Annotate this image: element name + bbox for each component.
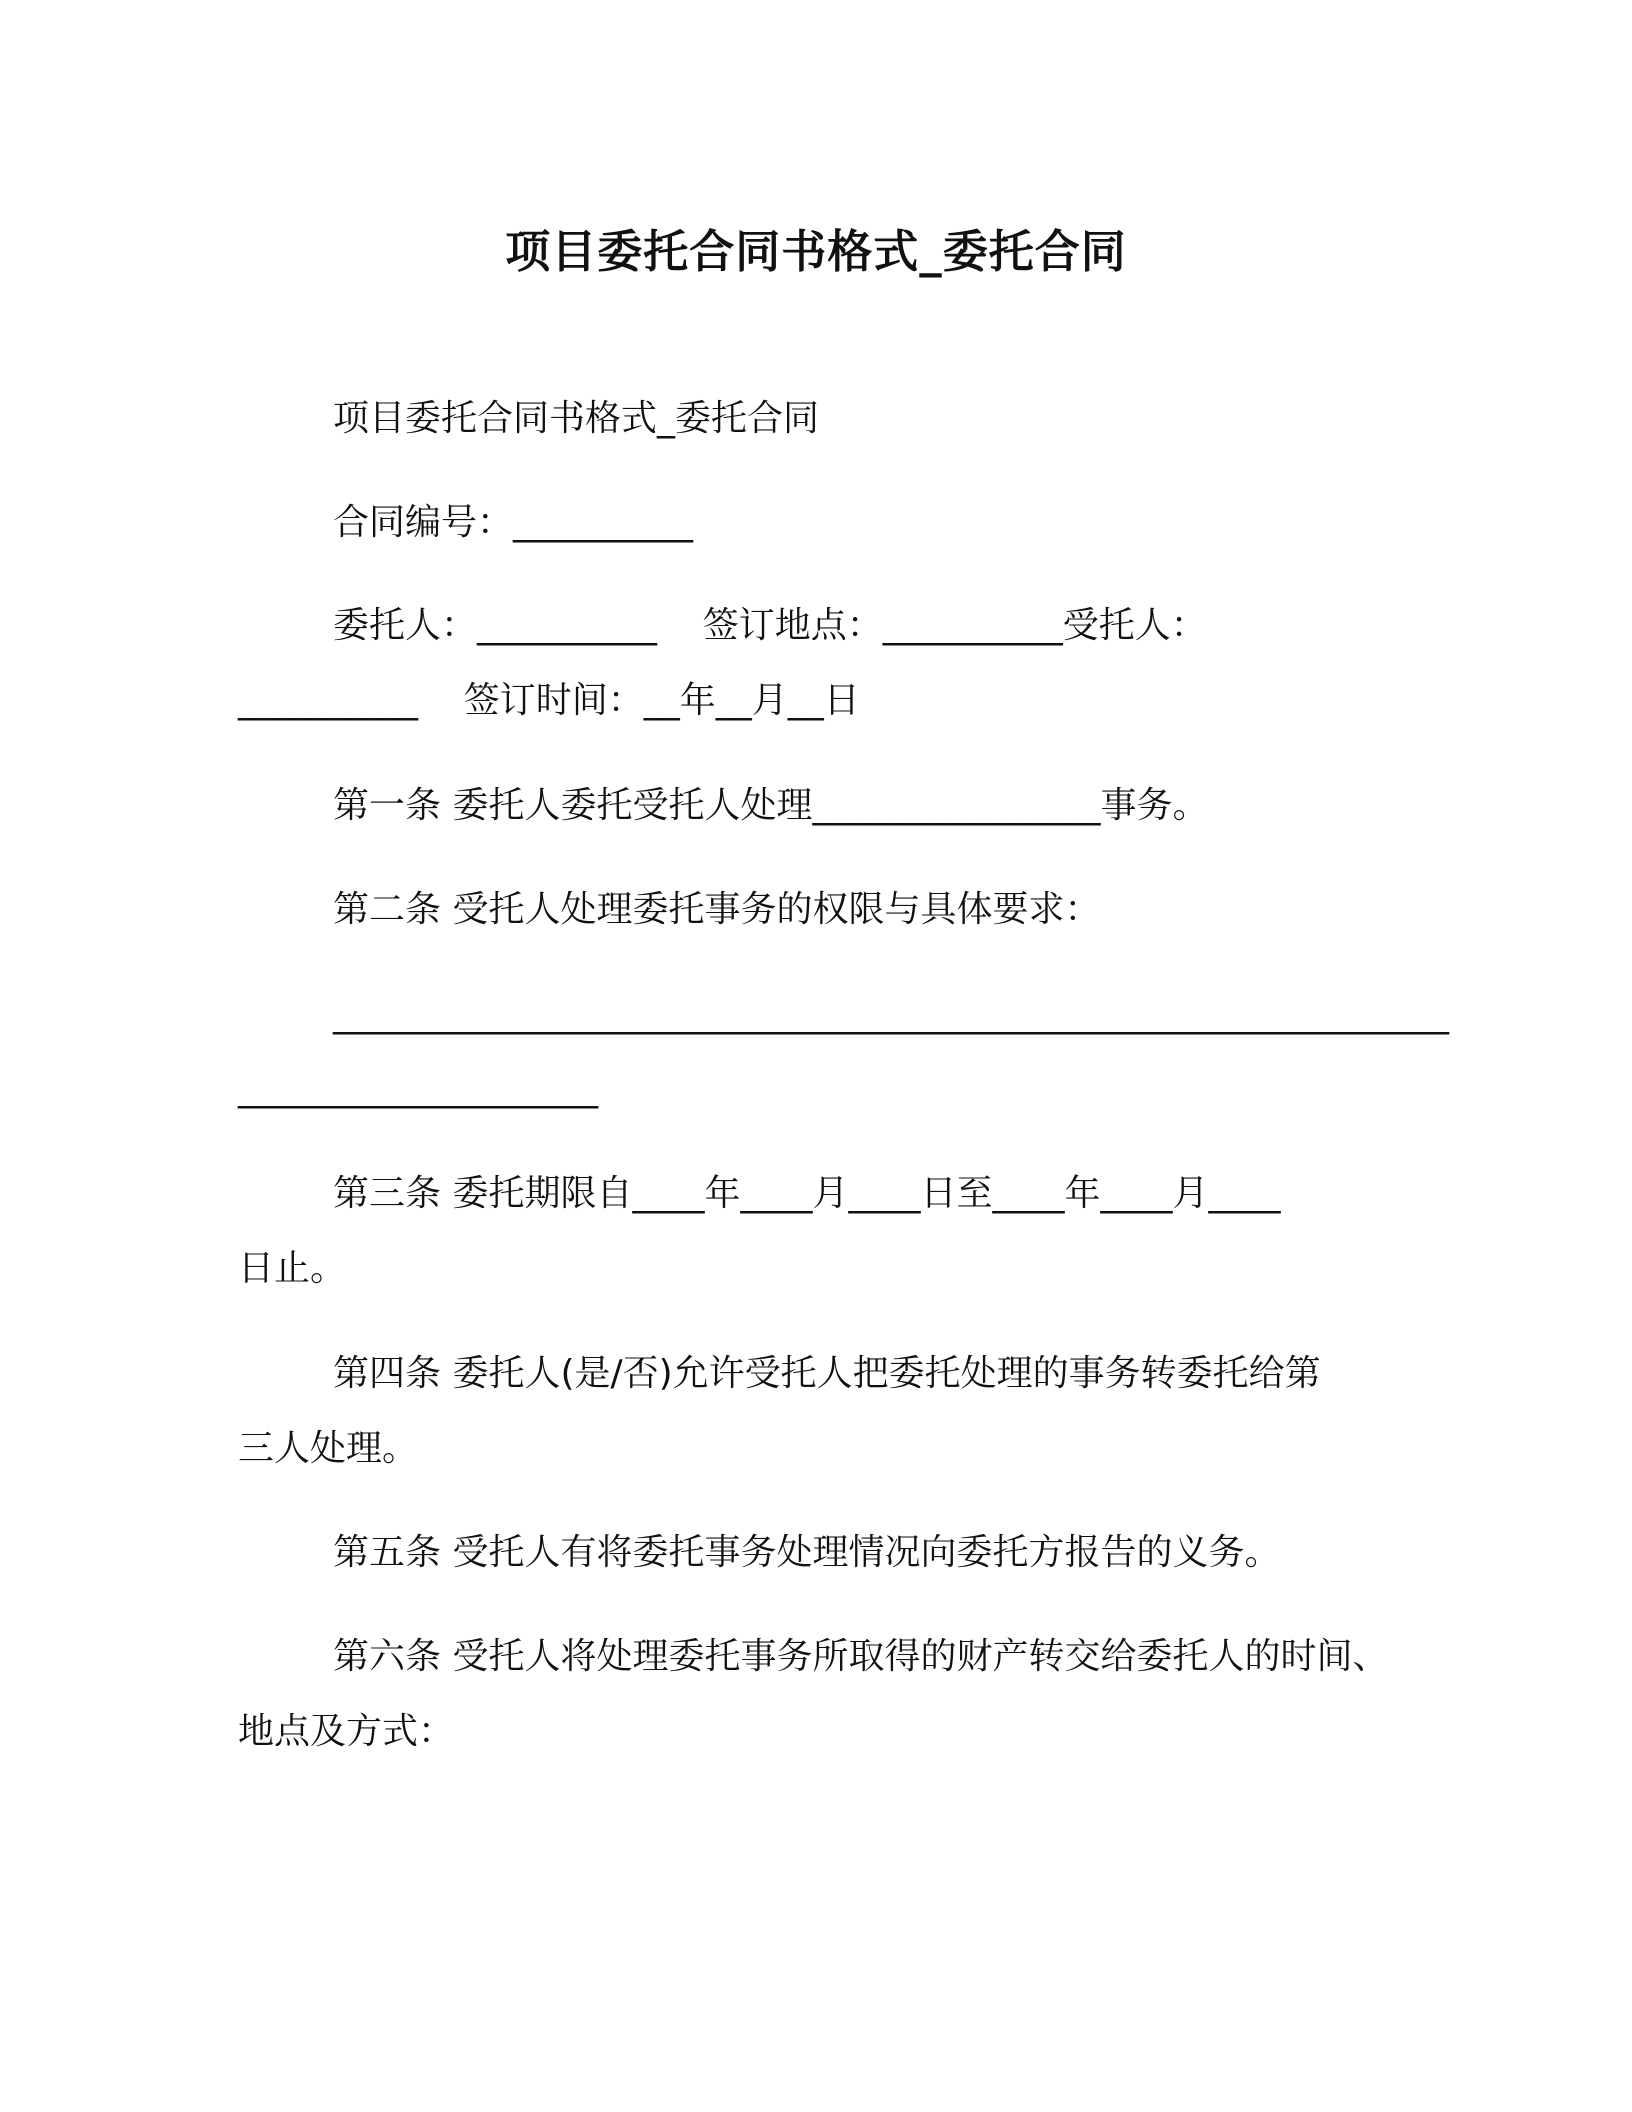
article-2: 第二条 受托人处理委托事务的权限与具体要求：: [333, 889, 1101, 930]
article-4-line-1: 第四条 委托人(是/否)允许受托人把委托处理的事务转委托给第: [333, 1353, 1321, 1394]
article-5: 第五条 受托人有将委托事务处理情况向委托方报告的义务。: [333, 1532, 1281, 1573]
document-title: 项目委托合同书格式_委托合同: [505, 225, 1127, 278]
subtitle-line: 项目委托合同书格式_委托合同: [333, 398, 820, 439]
article-6-line-1: 第六条 受托人将处理委托事务所取得的财产转交给委托人的时间、: [333, 1636, 1389, 1677]
parties-line-1: 委托人：__________ 签订地点：__________受托人：: [333, 605, 1207, 646]
article-4-line-2: 三人处理。: [238, 1428, 419, 1469]
blank-line-2: ____________________: [238, 1068, 598, 1109]
contract-number-line: 合同编号：__________: [333, 502, 694, 543]
parties-line-2: __________ 签订时间：__年__月__日: [238, 680, 860, 721]
blank-line-1: ______________________________________________________________: [333, 994, 1449, 1035]
article-3-line-2: 日止。: [238, 1248, 347, 1289]
article-6-line-2: 地点及方式：: [238, 1711, 455, 1752]
article-3-line-1: 第三条 委托期限自____年____月____日至____年____月____: [333, 1173, 1281, 1214]
article-1: 第一条 委托人委托受托人处理________________事务。: [333, 785, 1209, 826]
